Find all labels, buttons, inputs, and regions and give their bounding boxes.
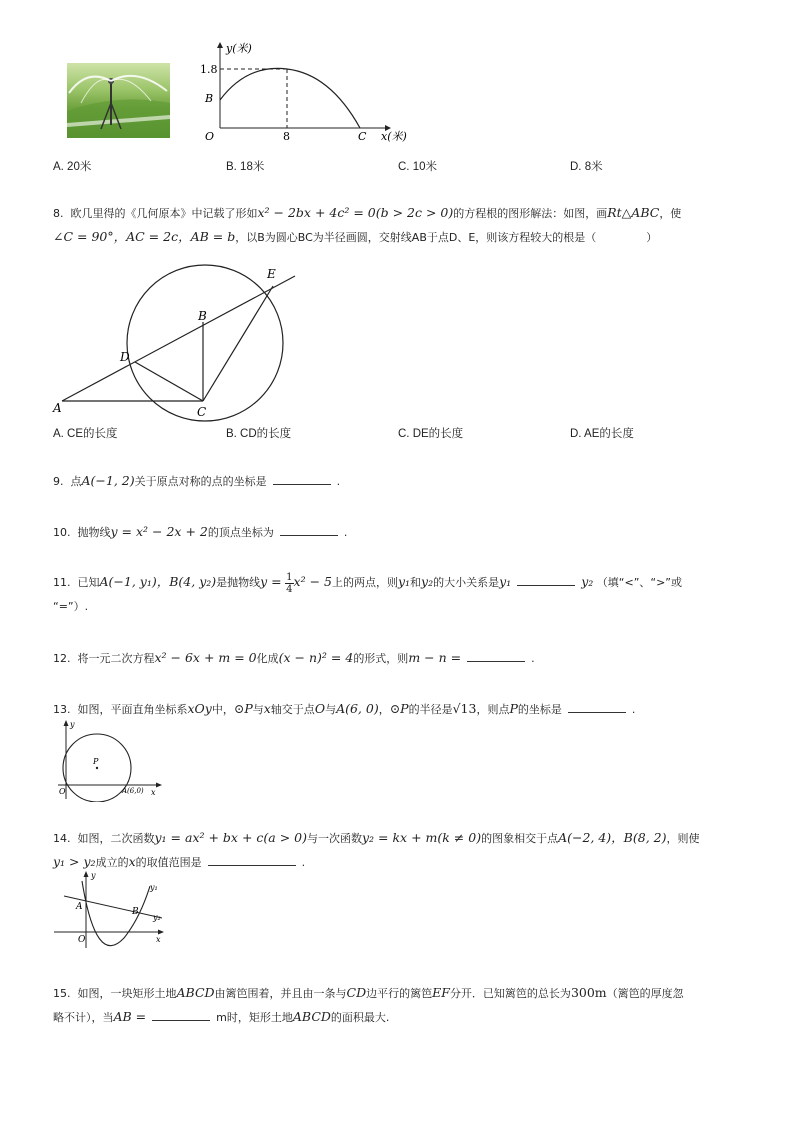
q8-option-c[interactable]: C. DE的长度 — [398, 428, 464, 440]
origin-label: O — [205, 130, 215, 143]
sprinkler-photo — [67, 63, 170, 138]
point-b-label: B — [205, 92, 214, 105]
point-c-label: C — [358, 130, 367, 143]
tick-8: 8 — [283, 130, 290, 143]
point-d-label: D — [120, 350, 130, 364]
q8-option-a[interactable]: A. CE的长度 — [53, 428, 118, 440]
q8-option-b[interactable]: B. CD的长度 — [226, 428, 292, 440]
q11-line2: “=”）. — [53, 600, 89, 613]
point-a-label: A — [76, 902, 83, 912]
y-axis-label: y — [91, 871, 96, 880]
q13-line: 13. 如图，平面直角坐标系xOy中，⊙P与x轴交于点O与A(6, 0)，⊙P的半径是√13，则点P的坐标是 . — [53, 701, 636, 716]
q11-fraction: $\frac{1}{4}$ — [286, 571, 293, 595]
point-a-label: A — [53, 401, 62, 415]
y-axis-label: y(米) — [226, 42, 252, 55]
point-e-label: E — [267, 267, 276, 281]
q7-option-b[interactable]: B. 18米 — [226, 161, 265, 173]
q14-line2: y₁ > y₂成立的x的取值范围是 . — [53, 854, 306, 869]
q7-parabola-graph — [195, 40, 425, 145]
q10-answer-blank[interactable] — [280, 523, 338, 536]
q7-option-a[interactable]: A. 20米 — [53, 161, 92, 173]
y-axis-label: y — [70, 720, 75, 729]
q12-answer-blank[interactable] — [467, 649, 525, 662]
q15-line2: 略不计），当AB = m时，矩形土地ABCD的面积最大. — [53, 1009, 390, 1024]
origin-label: O — [78, 935, 86, 945]
q7-option-d[interactable]: D. 8米 — [570, 161, 603, 173]
x-axis-label: x(米) — [381, 130, 407, 143]
curve-y1-label: y₁ — [150, 883, 158, 892]
point-b-label: B — [198, 309, 207, 323]
point-a-label: A(6,0) — [122, 787, 144, 795]
q8-line1: 8. 欧几里得的《几何原本》中记载了形如x² − 2bx + 4c² = 0(b > 2c > 0)的方程根的图形解法：如图，画Rt△ABC，使 — [53, 205, 682, 220]
point-p-label: P — [93, 757, 99, 766]
q12-line: 12. 将一元二次方程x² − 6x + m = 0化成(x − n)² = 4的形式，则m − n = . — [53, 650, 535, 665]
x-axis-label: x — [151, 788, 156, 797]
point-c-label: C — [197, 405, 207, 419]
q13-answer-blank[interactable] — [568, 700, 626, 713]
q14-answer-blank[interactable] — [208, 853, 296, 866]
q15-answer-blank[interactable] — [152, 1008, 210, 1021]
q14-graph-figure — [52, 868, 170, 950]
q8-line2: ∠C = 90°，AC = 2c，AB = b，以B为圆心BC为半径画圆，交射线AB于点D、E，则该方程较大的根是（ ） — [53, 229, 658, 244]
line-y2-label: y₂ — [153, 913, 161, 922]
q13-circle-figure — [50, 717, 165, 802]
q15-line1: 15. 如图，一块矩形土地ABCD由篱笆围着，并且由一条与CD边平行的篱笆EF分开．已知篱笆的总长为300m（篱笆的厚度忽 — [53, 985, 684, 1000]
q10-line: 10. 抛物线y = x² − 2x + 2的顶点坐标为 . — [53, 524, 348, 539]
x-axis-label: x — [156, 935, 161, 944]
q8-option-d[interactable]: D. AE的长度 — [570, 428, 634, 440]
q11-line1: 11. 已知A(−1, y₁)，B(4, y₂)是抛物线y = $\frac{1}{4}$ x² − 5上的两点，则y₁和y₂的大小关系是y₁ y₂ （填“<”、“>”或 — [53, 571, 683, 595]
tick-1.8: 1.8 — [200, 63, 218, 76]
q9-line: 9. 点A(−1, 2)关于原点对称的点的坐标是 . — [53, 473, 341, 488]
origin-label: O — [59, 787, 66, 796]
q11-answer-blank[interactable] — [517, 573, 575, 586]
q8-circle-figure — [50, 258, 310, 423]
q9-answer-blank[interactable] — [273, 472, 331, 485]
q7-option-c[interactable]: C. 10米 — [398, 161, 437, 173]
point-b-label: B — [132, 907, 139, 917]
q14-line1: 14. 如图，二次函数y₁ = ax² + bx + c(a > 0)与一次函数y₂ = kx + m(k ≠ 0)的图象相交于点A(−2, 4)，B(8, 2)，则使 — [53, 830, 700, 845]
